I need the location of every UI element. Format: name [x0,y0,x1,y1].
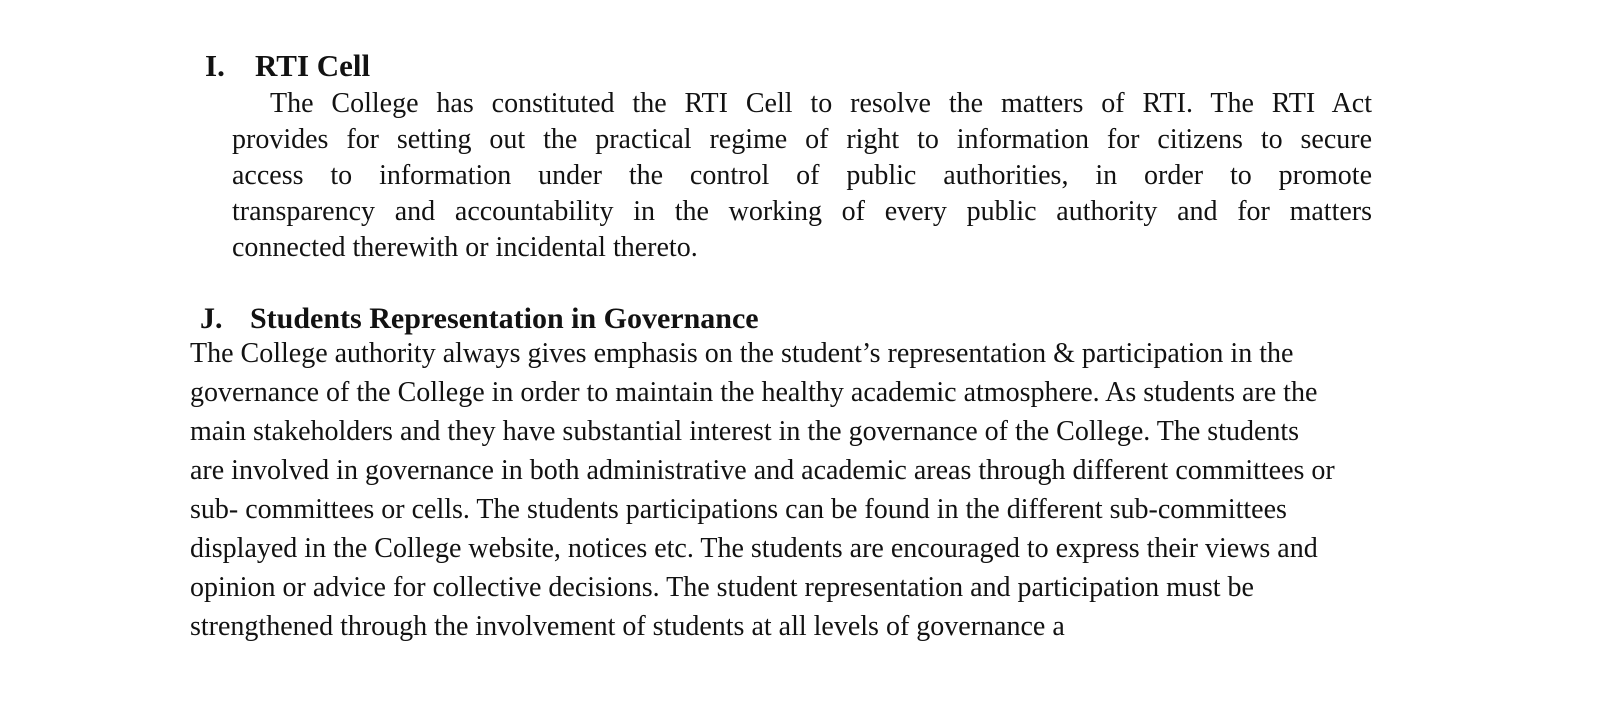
section-heading-rti-cell [205,47,370,84]
text-line: strengthened through the involvement of students at all levels of governance a [190,611,1065,642]
text-line: governance of the College in order to maintain the healthy academic atmosphere. As students are the [190,377,1318,408]
text-line: The College has constituted the RTI Cell to resolve the matters of RTI. The RTI Act [270,88,1372,119]
section-label: I. [205,48,225,83]
text-line: access to information under the control of public authorities, in order to promote [232,160,1372,191]
text-line: main stakeholders and they have substantial interest in the governance of the College. The students [190,416,1300,447]
text-line: connected therewith or incidental thereto. [232,232,698,263]
section-label: J. [200,302,223,335]
text-line: opinion or advice for collective decisions. The student representation and participation must be [190,572,1254,603]
section-title: RTI Cell [255,48,371,83]
text-line: transparency and accountability in the working of every public authority and for matters [232,196,1372,227]
rti-cell-paragraph [232,86,1372,266]
text-line: displayed in the College website, notices etc. The students are encouraged to express their views and [190,533,1318,564]
text-line: provides for setting out the practical regime of right to information for citizens to secure [232,124,1372,155]
section-title: Students Representation in Governance [250,302,759,335]
section-heading-students-representation [200,300,759,337]
text-line: are involved in governance in both administrative and academic areas through different committees or [190,455,1335,486]
students-representation-paragraph [190,334,1460,646]
text-line: sub- committees or cells. The students participations can be found in the different sub-committees [190,494,1287,525]
text-line: The College authority always gives emphasis on the student’s representation & participation in the [190,338,1294,369]
